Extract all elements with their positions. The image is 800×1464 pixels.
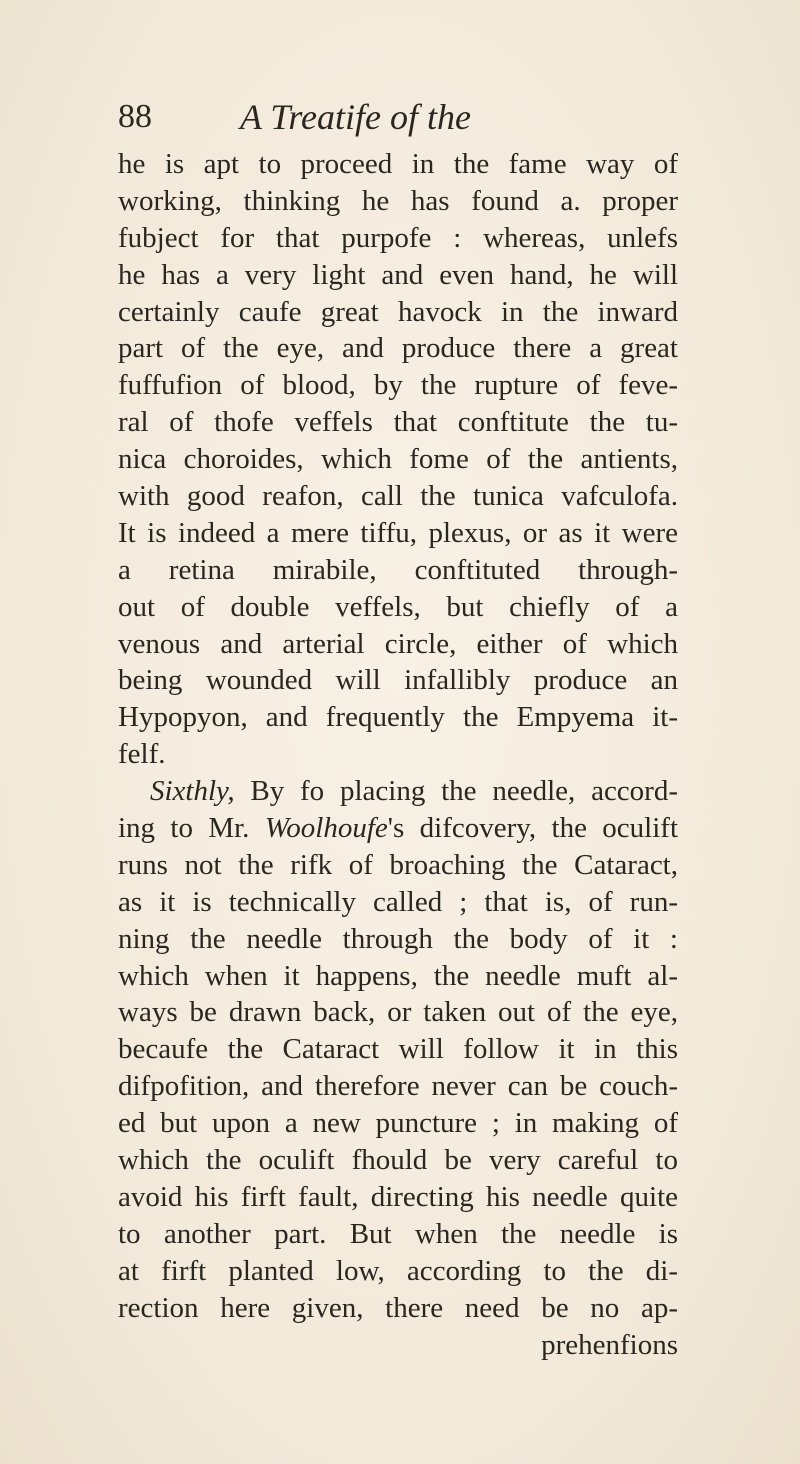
emphasis-word: Sixthly,	[150, 775, 235, 808]
text-line: which the oculift fhould be very careful to	[118, 1144, 678, 1177]
body-text	[118, 146, 678, 1363]
text-line: It is indeed a mere tiffu, plexus, or as it were	[118, 516, 678, 549]
text-line: ways be drawn back, or taken out of the eye,	[118, 996, 678, 1029]
text-line: which when it happens, the needle muft al-	[118, 959, 678, 992]
text-line: felf.	[118, 738, 166, 771]
running-head: A Treatife of the	[240, 97, 471, 137]
text-line: difpofition, and therefore never can be couch-	[118, 1070, 678, 1103]
text-line: a retina mirabile, conftituted through-	[118, 553, 678, 586]
text-line: ed but upon a new puncture ; in making of	[118, 1107, 678, 1140]
text-line: avoid his firft fault, directing his needle quite	[118, 1180, 678, 1213]
text-line: with good reafon, call the tunica vafculofa.	[118, 480, 678, 513]
text-fragment: 's difcovery, the oculift	[387, 812, 679, 845]
text-line: out of double veffels, but chiefly of a	[118, 590, 678, 623]
proper-name: Woolhoufe	[264, 812, 388, 845]
text-line: venous and arterial circle, either of which	[118, 627, 678, 660]
text-line: fubject for that purpofe : whereas, unlefs	[118, 221, 678, 254]
text-line: part of the eye, and produce there a great	[118, 332, 678, 365]
text-line: rection here given, there need be no ap-	[118, 1291, 678, 1324]
paragraph-start-line	[118, 773, 678, 810]
text-line: becaufe the Cataract will follow it in this	[118, 1033, 678, 1066]
text-line: at firft planted low, according to the di-	[118, 1254, 678, 1287]
catchword: prehenfions	[541, 1328, 678, 1361]
text-line: nica choroides, which fome of the antients,	[118, 443, 678, 476]
text-line: ning the needle through the body of it :	[118, 922, 678, 955]
text-line: being wounded will infallibly produce an	[118, 664, 678, 697]
text-line: he has a very light and even hand, he will	[118, 258, 678, 291]
text-line: he is apt to proceed in the fame way of	[118, 148, 678, 180]
text-line: as it is technically called ; that is, of run-	[118, 885, 678, 918]
text-fragment: ing to Mr.	[118, 812, 250, 845]
page-header	[118, 94, 678, 140]
text-line: ral of thofe veffels that conftitute the tu-	[118, 406, 678, 439]
text-line: certainly caufe great havock in the inward	[118, 295, 678, 328]
text-line: runs not the rifk of broaching the Cataract,	[118, 848, 678, 881]
text-line	[118, 810, 678, 847]
text-line: Hypopyon, and frequently the Empyema it-	[118, 701, 678, 734]
text-line: to another part. But when the needle is	[118, 1217, 678, 1250]
text-line: working, thinking he has found a. proper	[118, 184, 678, 217]
text-line: fuffufion of blood, by the rupture of feve-	[118, 369, 678, 402]
page-number: 88	[118, 98, 152, 135]
text-fragment: By fo placing the needle, accord-	[250, 775, 678, 808]
